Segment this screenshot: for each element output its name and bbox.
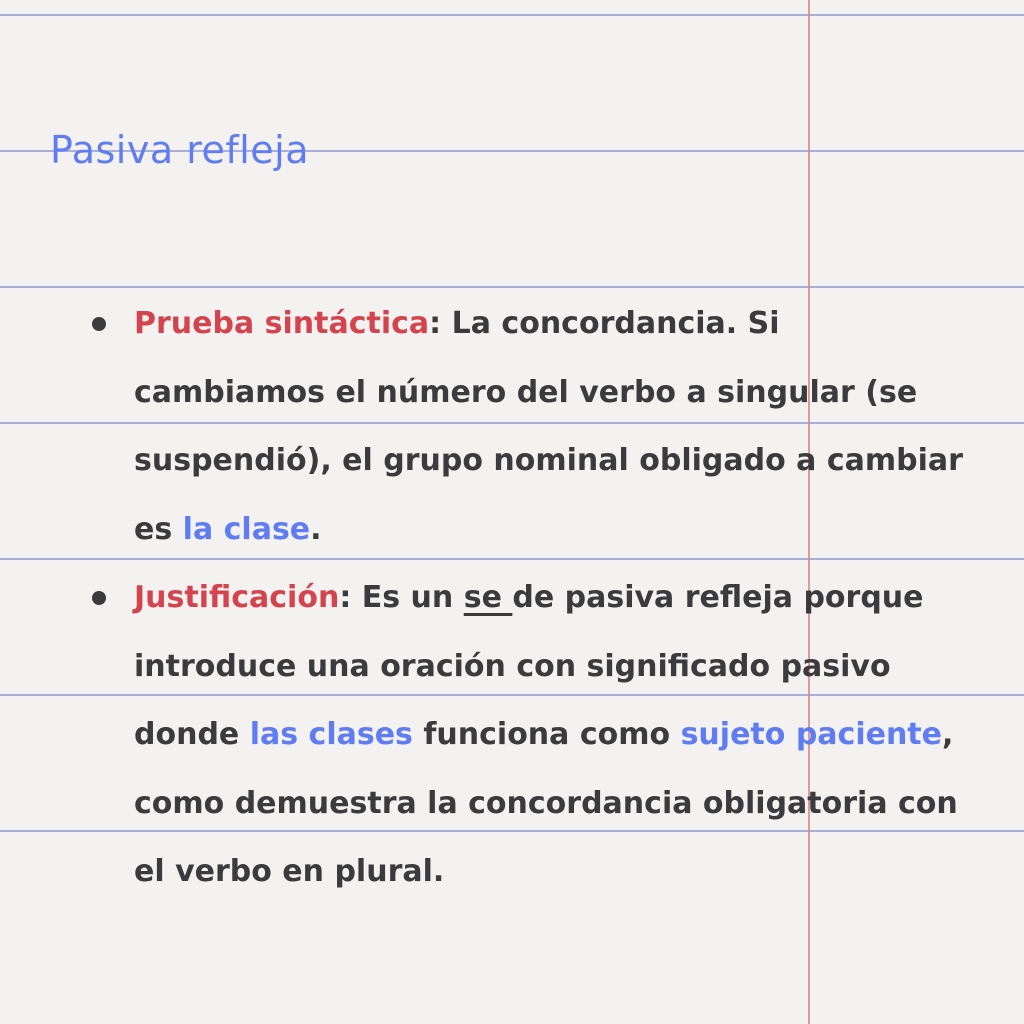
highlight-term: sujeto paciente xyxy=(680,717,942,752)
item-text: La concordancia. Si cambiamos el número del verbo a singular (se suspendió), el grupo nominal obligado a cambiar es xyxy=(134,306,963,547)
bullet-list xyxy=(92,290,972,907)
item-text: de pasiva refleja porque introduce una oración con significado pasivo donde xyxy=(134,580,924,752)
page-title: Pasiva refleja xyxy=(50,128,310,172)
highlight-term: la clase xyxy=(182,511,311,547)
bullet-icon xyxy=(92,317,106,331)
bullet-icon xyxy=(92,591,106,605)
list-item-justificacion xyxy=(92,564,972,907)
underlined-term: se xyxy=(463,580,513,615)
item-label: Justificación xyxy=(134,580,340,615)
highlight-term: las clases xyxy=(249,717,413,752)
item-text: . xyxy=(310,511,322,547)
item-text: funciona como xyxy=(412,717,681,752)
item-colon: : xyxy=(339,580,362,615)
list-item-prueba xyxy=(92,290,972,564)
item-label: Prueba sintáctica xyxy=(134,306,430,341)
item-colon: : xyxy=(429,306,452,341)
item-text: , como demuestra la concordancia obligatoria con el verbo en plural. xyxy=(134,717,958,889)
item-text: Es un xyxy=(361,580,464,615)
